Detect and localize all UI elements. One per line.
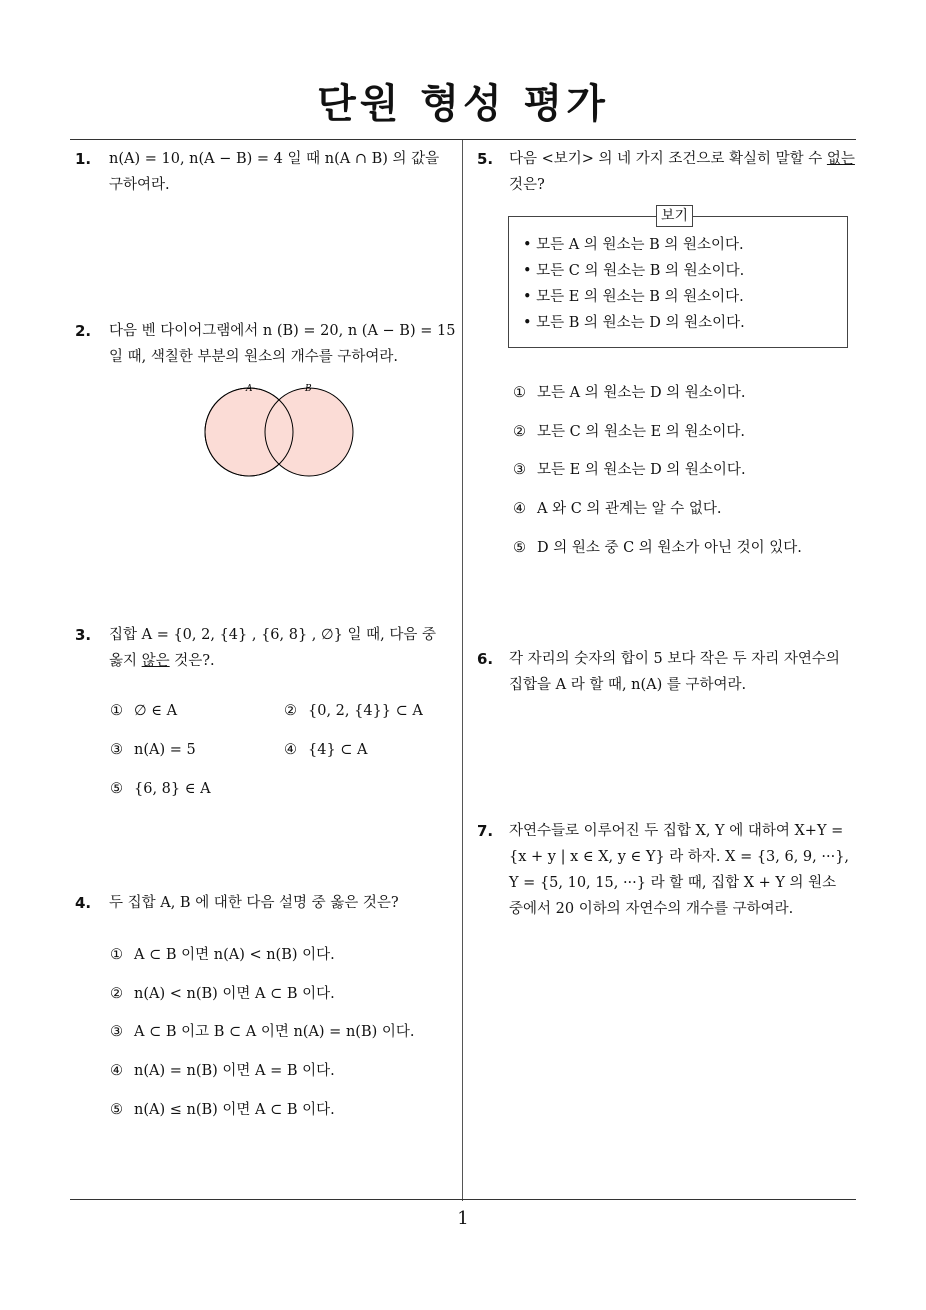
option-5-4[interactable]: ④ A 와 C 의 관계는 알 수 없다. [513, 501, 722, 517]
question-3 [75, 622, 460, 674]
venn-label-b: B [305, 384, 312, 394]
page-title: 단원 형성 평가 [317, 81, 609, 127]
question-number: 7. [477, 822, 494, 840]
column-divider [462, 140, 463, 1201]
option-4-2[interactable]: ② n(A) < n(B) 이면 A ⊂ B 이다. [110, 986, 335, 1002]
question-5 [477, 146, 862, 198]
question-text: 다음 벤 다이어그램에서 n (B) = 20, n (A − B) = 15 일 때, 색칠한 부분의 원소의 개수를 구하여라. [109, 323, 456, 365]
option-3-3[interactable]: ③ n(A) = 5 [110, 742, 196, 758]
bogi-item: • 모든 A 의 원소는 B 의 원소이다. [523, 237, 744, 253]
question-number: 2. [75, 322, 92, 340]
question-2 [75, 318, 460, 370]
bogi-item: • 모든 E 의 원소는 B 의 원소이다. [523, 289, 744, 305]
question-number: 3. [75, 626, 92, 644]
option-4-1[interactable]: ① A ⊂ B 이면 n(A) < n(B) 이다. [110, 947, 335, 963]
option-5-3[interactable]: ③ 모든 E 의 원소는 D 의 원소이다. [513, 462, 746, 478]
question-7 [477, 818, 862, 922]
question-text: 집합 A = {0, 2, {4} , {6, 8} , ∅} 일 때, 다음 중 옳지 않은 것은?. [109, 627, 436, 669]
bogi-label: 보기 [656, 205, 693, 227]
question-4 [75, 890, 460, 916]
question-number: 1. [75, 150, 92, 168]
question-text: 자연수들로 이루어진 두 집합 X, Y 에 대하여 X+Y = {x + y | x ∈ X, y ∈ Y} 라 하자. X = {3, 6, 9, ···}, Y = {5, 10, 15, ···} 라 할 때, 집합 X + Y 의 원소 중에서 20 이하의 자연수의 개수를 구하여라. [509, 823, 850, 917]
question-1 [75, 146, 460, 198]
option-5-2[interactable]: ② 모든 C 의 원소는 E 의 원소이다. [513, 424, 746, 440]
venn-label-a: A [246, 384, 253, 394]
question-number: 5. [477, 150, 494, 168]
option-4-4[interactable]: ④ n(A) = n(B) 이면 A = B 이다. [110, 1063, 335, 1079]
question-number: 6. [477, 650, 494, 668]
question-text: 각 자리의 숫자의 합이 5 보다 작은 두 자리 자연수의 집합을 A 라 할 때, n(A) 를 구하여라. [509, 651, 840, 693]
option-3-2[interactable]: ② {0, 2, {4}} ⊂ A [284, 703, 423, 719]
option-4-3[interactable]: ③ A ⊂ B 이고 B ⊂ A 이면 n(A) = n(B) 이다. [110, 1024, 415, 1040]
question-6 [477, 646, 862, 698]
option-3-4[interactable]: ④ {4} ⊂ A [284, 742, 368, 758]
page-number: 1 [457, 1208, 469, 1229]
footer-rule [70, 1199, 856, 1200]
option-3-5[interactable]: ⑤ {6, 8} ∈ A [110, 781, 211, 797]
question-text: 두 집합 A, B 에 대한 다음 설명 중 옳은 것은? [109, 895, 399, 911]
option-4-5[interactable]: ⑤ n(A) ≤ n(B) 이면 A ⊂ B 이다. [110, 1102, 335, 1118]
option-5-5[interactable]: ⑤ D 의 원소 중 C 의 원소가 아닌 것이 있다. [513, 540, 802, 556]
venn-set-b [265, 388, 353, 476]
question-number: 4. [75, 894, 92, 912]
header-rule [70, 139, 856, 140]
option-3-1[interactable]: ① ∅ ∈ A [110, 703, 178, 719]
bogi-item: • 모든 B 의 원소는 D 의 원소이다. [523, 315, 745, 331]
bogi-item: • 모든 C 의 원소는 B 의 원소이다. [523, 263, 745, 279]
question-text: 다음 <보기> 의 네 가지 조건으로 확실히 말할 수 없는 것은? [509, 151, 855, 193]
question-text: n(A) = 10, n(A − B) = 4 일 때 n(A ∩ B) 의 값을 구하여라. [109, 151, 440, 193]
option-5-1[interactable]: ① 모든 A 의 원소는 D 의 원소이다. [513, 385, 746, 401]
venn-diagram [195, 380, 365, 484]
